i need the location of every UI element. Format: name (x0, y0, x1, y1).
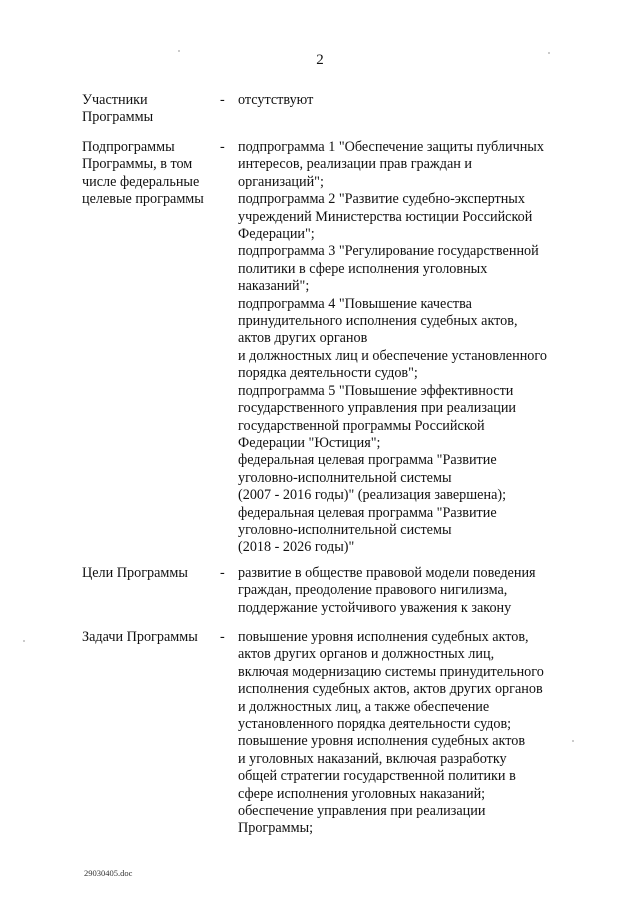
label-line: Участники (82, 92, 148, 108)
section-label (82, 92, 222, 127)
scan-speck (572, 740, 574, 742)
content-line: государственного управления при реализации (238, 400, 517, 417)
content-line: граждан, преодоление правового нигилизма, (238, 582, 508, 599)
label-line: Программы (82, 109, 154, 126)
content-line: Федерации "Юстиция"; (238, 434, 381, 451)
scan-speck (178, 50, 180, 52)
content-line: подпрограмма 5 "Повышение эффективности (238, 382, 514, 399)
content-line: обеспечение управления при реализации (238, 803, 486, 820)
content-line: (2018 - 2026 годы)" (238, 539, 355, 556)
content-line: (2007 - 2016 годы)" (реализация завершена); (238, 487, 507, 504)
dash-separator: - (220, 92, 225, 108)
content-line: Программы; (238, 820, 314, 837)
content-line: установленного порядка деятельности судов; (238, 716, 512, 733)
content-line: развитие в обществе правовой модели поведения (238, 565, 536, 581)
dash-separator: - (220, 139, 225, 155)
section-label (82, 565, 222, 582)
content-line: учреждений Министерства юстиции Российской (238, 208, 533, 225)
content-line: поддержание устойчивого уважения к закону (238, 599, 512, 616)
scan-speck (548, 52, 550, 54)
section-label (82, 139, 222, 209)
label-line: числе федеральные (82, 173, 200, 190)
content-line: актов других органов (238, 330, 368, 347)
label-line: целевые программы (82, 191, 204, 208)
section-content (238, 629, 568, 838)
content-line: политики в сфере исполнения уголовных (238, 260, 488, 277)
dash-separator: - (220, 629, 225, 645)
content-line: интересов, реализации прав граждан и (238, 156, 472, 173)
content-line: подпрограмма 3 "Регулирование государственной (238, 243, 539, 260)
content-line: уголовно-исполнительной системы (238, 521, 452, 538)
label-line: Цели Программы (82, 565, 188, 581)
content-line: порядка деятельности судов"; (238, 365, 418, 382)
content-line: наказаний"; (238, 278, 310, 295)
content-line: Федерации"; (238, 226, 315, 243)
document-filename: 29030405.doc (84, 868, 133, 878)
content-line: и должностных лиц и обеспечение установленного (238, 347, 547, 364)
section-content (238, 565, 568, 617)
content-line: повышение уровня исполнения судебных актов, (238, 629, 529, 645)
content-line: включая модернизацию системы принудительного (238, 663, 544, 680)
content-line: федеральная целевая программа "Развитие (238, 504, 497, 521)
content-line: отсутствуют (238, 92, 314, 108)
scan-speck (23, 640, 25, 642)
label-line: Задачи Программы (82, 629, 198, 645)
content-line: подпрограмма 1 "Обеспечение защиты публичных (238, 139, 544, 155)
content-line: подпрограмма 4 "Повышение качества (238, 295, 472, 312)
label-line: Программы, в том (82, 156, 193, 173)
content-line: федеральная целевая программа "Развитие (238, 452, 497, 469)
content-line: организаций"; (238, 173, 324, 190)
label-line: Подпрограммы (82, 139, 175, 155)
content-line: подпрограмма 2 "Развитие судебно-экспертных (238, 191, 525, 208)
section-content (238, 92, 568, 109)
content-line: общей стратегии государственной политики в (238, 768, 516, 785)
content-line: исполнения судебных актов, актов других органов (238, 681, 543, 698)
page-number: 2 (316, 52, 324, 68)
content-line: повышение уровня исполнения судебных актов (238, 733, 526, 750)
content-line: сфере исполнения уголовных наказаний; (238, 785, 486, 802)
section-content (238, 139, 568, 557)
section-label (82, 629, 222, 646)
content-line: и уголовных наказаний, включая разработку (238, 750, 507, 767)
content-line: уголовно-исполнительной системы (238, 469, 452, 486)
content-line: государственной программы Российской (238, 417, 485, 434)
content-line: принудительного исполнения судебных актов, (238, 313, 518, 330)
dash-separator: - (220, 565, 225, 581)
content-line: актов других органов и должностных лиц, (238, 646, 495, 663)
content-line: и должностных лиц, а также обеспечение (238, 698, 490, 715)
